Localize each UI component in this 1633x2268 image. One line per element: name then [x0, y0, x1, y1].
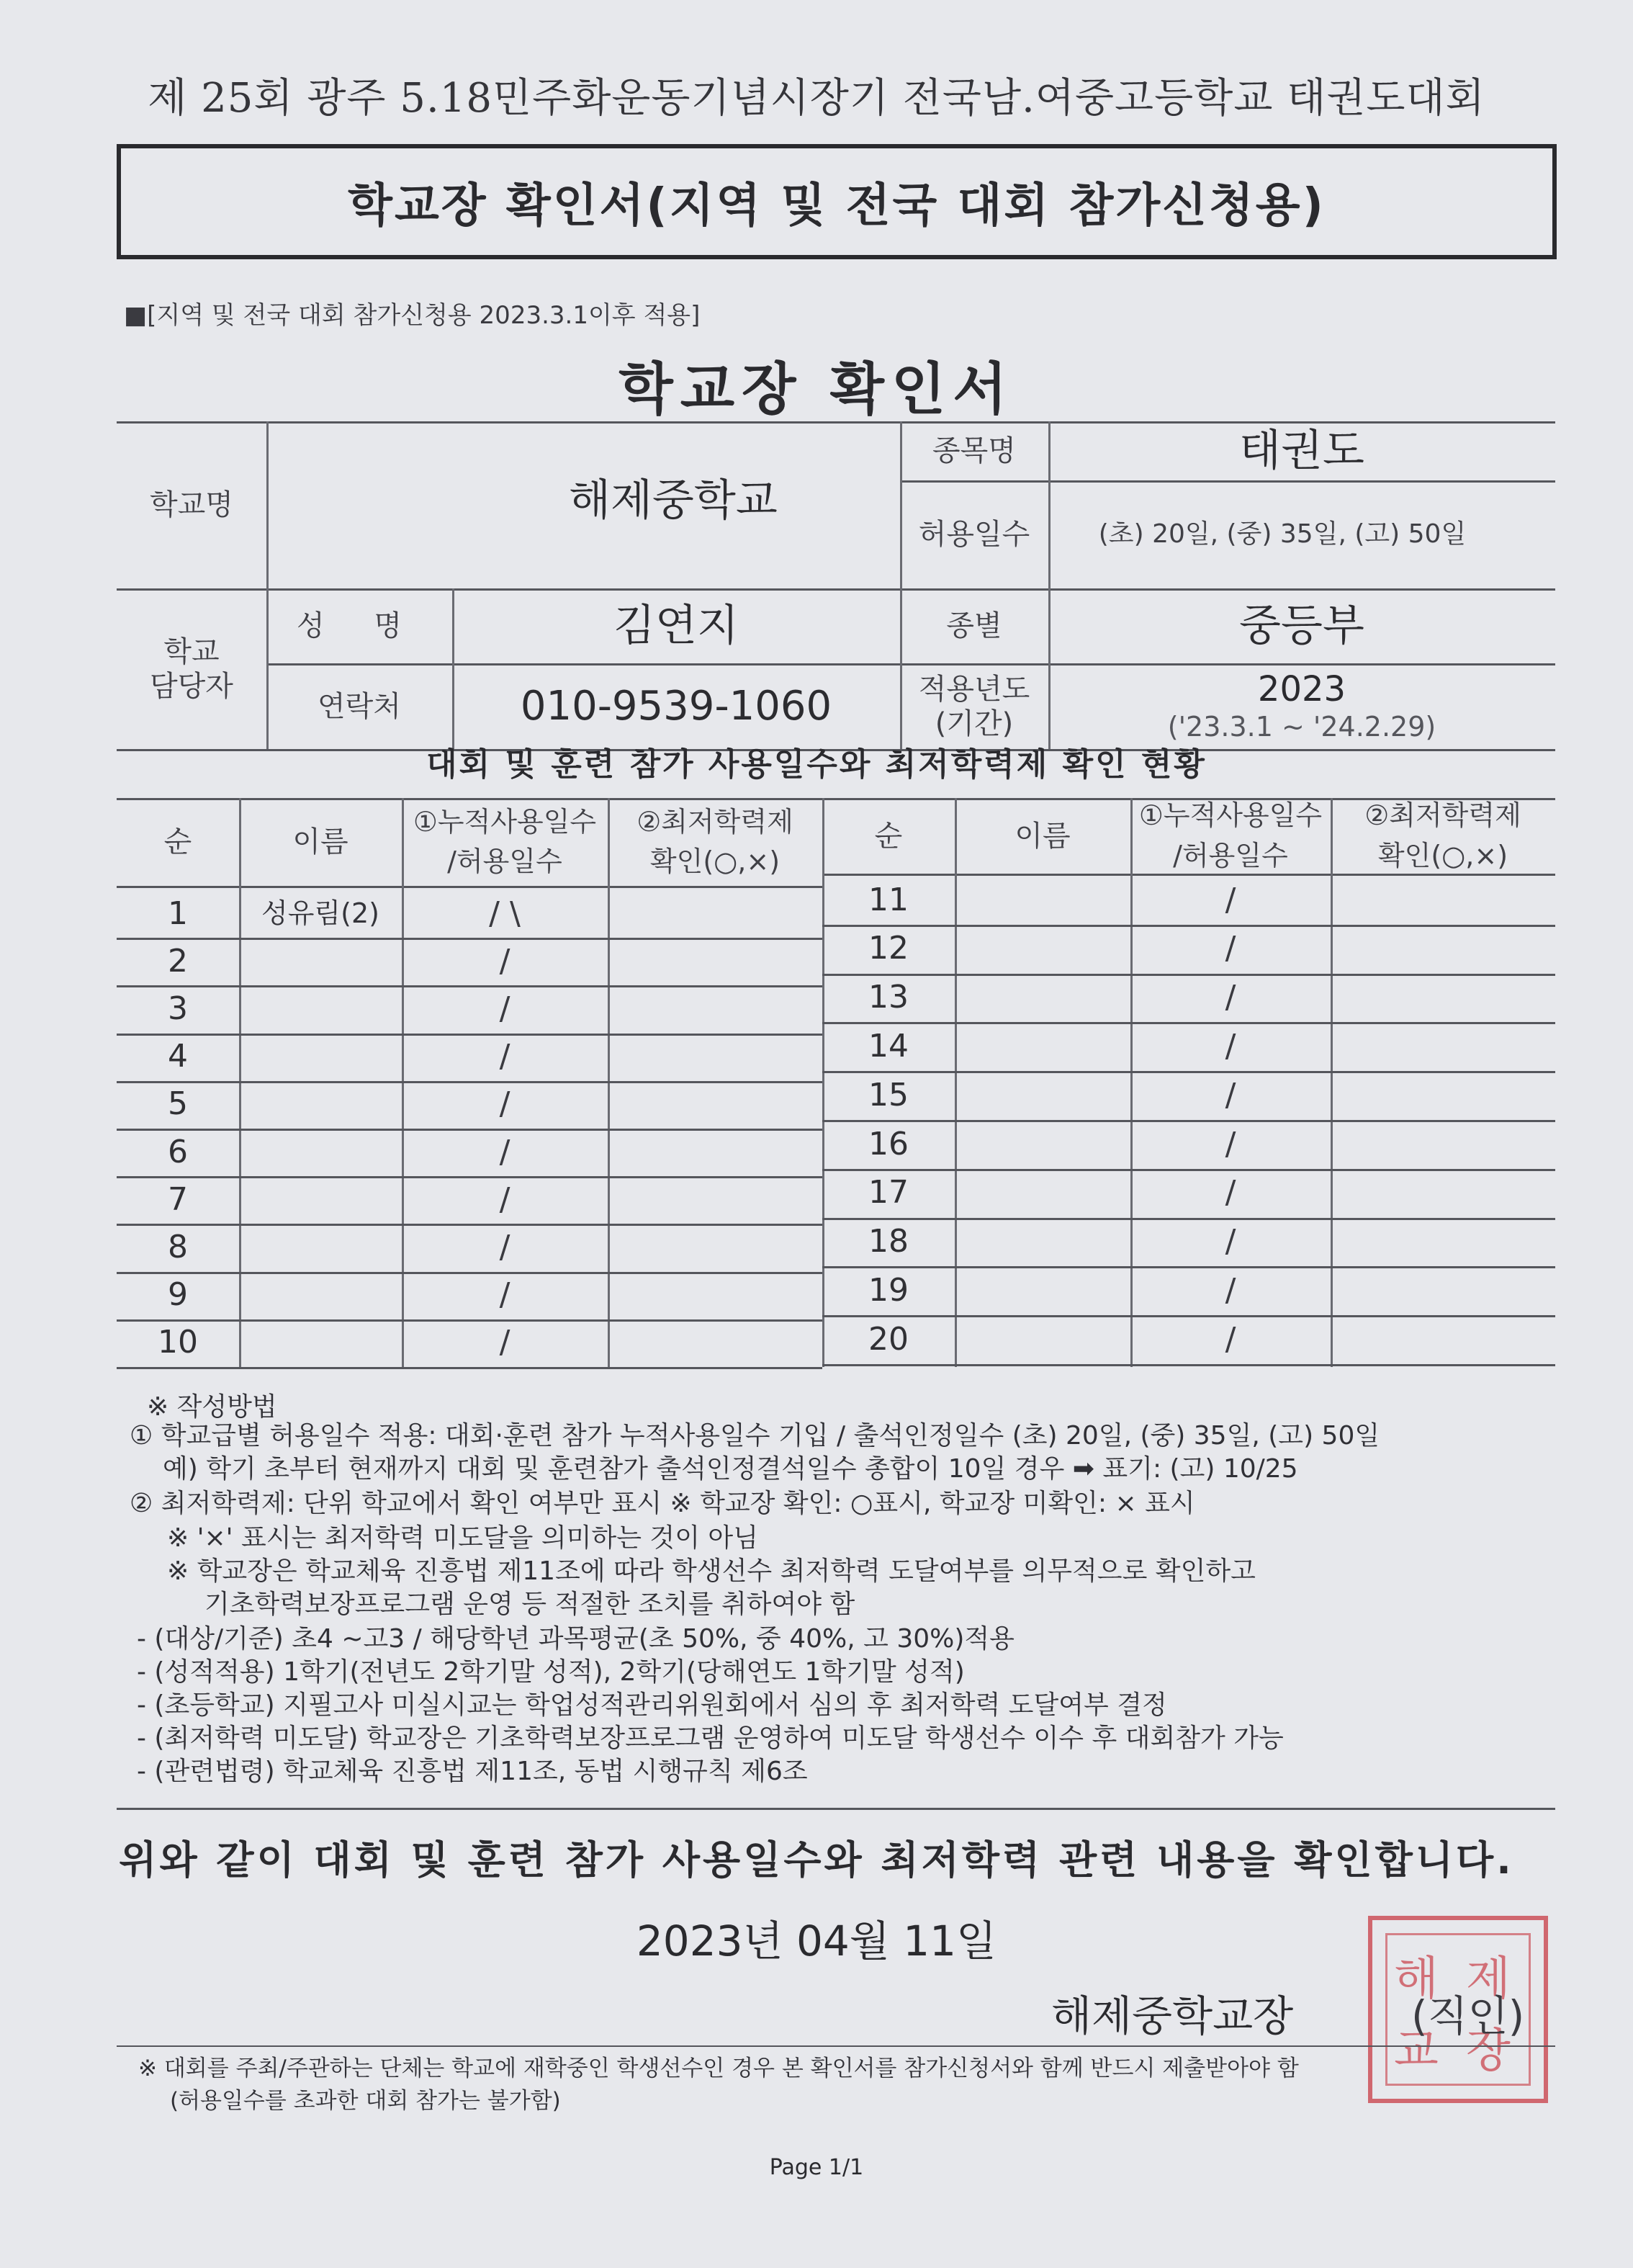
issue-date: 2023년 04월 11일	[636, 1917, 997, 1966]
academic-check-cell	[608, 1319, 822, 1367]
athlete-name	[955, 925, 1130, 974]
row-number: 15	[868, 1076, 909, 1113]
athlete-name	[955, 876, 1130, 925]
athlete-name: 성유림(2)	[261, 897, 379, 930]
athlete-name	[239, 1224, 402, 1271]
person-name-label: 성 명	[297, 609, 422, 642]
academic-check-cell	[608, 1272, 822, 1319]
contact-value: 010-9539-1060	[520, 682, 832, 730]
note-line: - (관련법령) 학교체육 진흥법 제11조, 동법 시행규칙 제6조	[137, 1757, 808, 1786]
allowed-days-value: (초) 20일, (중) 35일, (고) 50일	[1098, 519, 1467, 550]
row-number: 4	[168, 1038, 188, 1075]
days-used-cell: /	[499, 1133, 510, 1170]
row-number: 18	[868, 1223, 909, 1260]
days-used-cell: /	[499, 1229, 510, 1266]
academic-check-cell	[1331, 1120, 1555, 1169]
academic-check-cell	[608, 890, 822, 938]
athlete-name	[239, 1034, 402, 1081]
row-number: 3	[168, 990, 188, 1028]
note-line: - (성적적용) 1학기(전년도 2학기말 성적), 2학기(당해연도 1학기말 성적)	[137, 1657, 965, 1687]
info-table	[117, 421, 1555, 753]
row-number: 1	[168, 895, 188, 932]
academic-check-cell	[608, 1129, 822, 1176]
days-used-cell: /	[1225, 1320, 1236, 1358]
athlete-name	[239, 1176, 402, 1224]
row-number: 16	[868, 1125, 909, 1162]
note-line: ※ 학교장은 학교체육 진흥법 제11조에 따라 학생선수 최저학력 도달여부를 의무적으로 확인하고	[167, 1556, 1256, 1586]
athlete-name	[955, 1120, 1130, 1169]
col-name-header: 이름	[292, 825, 348, 859]
event-label: 종목명	[932, 434, 1016, 467]
academic-check-cell	[608, 985, 822, 1033]
days-used-cell: /	[499, 1038, 510, 1075]
days-used-cell: /	[499, 990, 510, 1028]
col-num-header: 순	[163, 825, 192, 859]
athlete-name	[955, 974, 1130, 1023]
academic-check-cell	[1331, 1218, 1555, 1267]
col-check-header-right: ②최저학력제 확인(○,×)	[1364, 799, 1521, 871]
row-number: 19	[868, 1271, 909, 1309]
method-notes	[130, 1386, 1570, 1811]
athlete-name	[955, 1266, 1130, 1315]
row-number: 7	[168, 1180, 188, 1218]
person-name-value: 김연지	[613, 601, 739, 651]
athlete-name	[239, 938, 402, 985]
note-line: ① 학교급별 허용일수 적용: 대회·훈련 참가 누적사용일수 기입 / 출석인정일수 (초) 20일, (중) 35일, (고) 50일	[130, 1421, 1380, 1451]
days-used-cell: /	[499, 1180, 510, 1218]
event-title: 제 25회 광주 5.18민주화운동기념시장기 전국남.여중고등학교 태권도대회	[148, 75, 1485, 122]
days-used-cell: /	[1225, 1125, 1236, 1162]
row-number: 12	[868, 930, 909, 967]
row-number: 8	[168, 1229, 188, 1266]
row-number: 17	[868, 1174, 909, 1211]
days-used-cell: /	[499, 1276, 510, 1314]
division-label: 종별	[946, 609, 1002, 642]
days-used-cell: /	[1225, 930, 1236, 967]
division-value: 중등부	[1239, 601, 1364, 651]
academic-check-cell	[1331, 876, 1555, 925]
year-cell	[1048, 663, 1555, 749]
event-value: 태권도	[1239, 426, 1364, 476]
days-used-cell: /	[1225, 979, 1236, 1016]
academic-check-cell	[1331, 1022, 1555, 1071]
page-number: Page 1/1	[769, 2155, 864, 2180]
note-line: 예) 학기 초부터 현재까지 대회 및 훈련참가 출석인정결석일수 총합이 10일 경우 ➡ 표기: (고) 10/25	[163, 1454, 1298, 1484]
footnote-line-1: ※ 대회를 주최/주관하는 단체는 학교에 재학중인 학생선수인 경우 본 확인서를 참가신청서와 함께 반드시 제출받아야 함	[138, 2056, 1299, 2081]
confirmation-statement: 위와 같이 대회 및 훈련 참가 사용일수와 최저학력 관련 내용을 확인합니다.	[119, 1837, 1514, 1883]
academic-check-cell	[1331, 1266, 1555, 1315]
row-number: 2	[168, 942, 188, 980]
academic-check-cell	[608, 1176, 822, 1224]
year-label: 적용년도 (기간)	[918, 672, 1030, 740]
athlete-name	[955, 1169, 1130, 1218]
days-used-cell: / \	[489, 895, 521, 932]
days-used-cell: /	[1225, 1076, 1236, 1113]
main-title: 학교장 확인서	[618, 357, 1015, 422]
row-number: 11	[868, 881, 909, 918]
col-check-header: ②최저학력제 확인(○,×)	[636, 805, 793, 877]
athlete-name	[955, 1315, 1130, 1364]
days-used-cell: /	[499, 1324, 510, 1361]
days-used-cell: /	[499, 942, 510, 980]
note-line: ※ '×' 표시는 최저학력 미도달을 의미하는 것이 아님	[167, 1523, 758, 1553]
academic-check-cell	[608, 1081, 822, 1129]
academic-check-cell	[1331, 925, 1555, 974]
footnote-line-2: (허용일수를 초과한 대회 참가는 불가함)	[170, 2087, 561, 2114]
athlete-name	[239, 985, 402, 1033]
col-name-header-right: 이름	[1015, 819, 1071, 853]
row-number: 5	[168, 1085, 188, 1123]
row-number: 13	[868, 979, 909, 1016]
applicability-note: ■[지역 및 전국 대회 참가신청용 2023.3.1이후 적용]	[124, 301, 701, 330]
contact-label: 연락처	[318, 689, 401, 723]
note-line: - (초등학교) 지필고사 미실시교는 학업성적관리위원회에서 심의 후 최저학력 도달여부 결정	[137, 1690, 1167, 1720]
row-number: 10	[158, 1324, 198, 1361]
days-used-cell: /	[1225, 881, 1236, 918]
official-seal: 해 제 교 장	[1368, 1916, 1548, 2103]
row-number: 6	[168, 1133, 188, 1170]
athlete-name	[955, 1071, 1130, 1120]
athlete-name	[955, 1022, 1130, 1071]
athlete-name	[239, 1319, 402, 1367]
days-used-cell: /	[1225, 1271, 1236, 1309]
academic-check-cell	[608, 938, 822, 985]
academic-check-cell	[1331, 1315, 1555, 1364]
note-line: ② 최저학력제: 단위 학교에서 확인 여부만 표시 ※ 학교장 확인: ○표시, 학교장 미확인: × 표시	[130, 1489, 1195, 1518]
days-used-cell: /	[1225, 1174, 1236, 1211]
col-num-header-right: 순	[874, 819, 903, 853]
academic-check-cell	[1331, 1169, 1555, 1218]
athlete-name	[239, 1129, 402, 1176]
days-used-cell: /	[1225, 1223, 1236, 1260]
academic-check-cell	[608, 1034, 822, 1081]
footnote	[138, 2053, 1299, 2117]
roster-right	[822, 798, 1555, 1367]
days-used-cell: /	[499, 1085, 510, 1123]
athlete-name	[955, 1218, 1130, 1267]
boxed-title: 학교장 확인서(지역 및 전국 대회 참가신청용)	[117, 144, 1557, 259]
note-line: 기초학력보장프로그램 운영 등 적절한 조치를 취하여야 함	[204, 1590, 855, 1619]
note-line: - (대상/기준) 초4 ~고3 / 해당학년 과목평균(초 50%, 중 40%, 고 30%)적용	[137, 1624, 1015, 1654]
row-number: 9	[168, 1276, 188, 1314]
row-number: 14	[868, 1027, 909, 1064]
note-line: ※ 작성방법	[147, 1392, 277, 1422]
manager-label: 학교 담당자	[150, 635, 233, 703]
school-name-value: 해제중학교	[569, 475, 778, 526]
days-used-cell: /	[1225, 1027, 1236, 1064]
col-days-header-right: ①누적사용일수 /허용일수	[1138, 799, 1323, 871]
academic-check-cell	[608, 1224, 822, 1271]
row-number: 20	[868, 1320, 909, 1358]
period-value: ('23.3.1 ~ '24.2.29)	[1167, 710, 1436, 743]
seal-label: (직인)	[1411, 1991, 1525, 2040]
academic-check-cell	[1331, 974, 1555, 1023]
school-name-label: 학교명	[150, 488, 233, 521]
athlete-name	[239, 1081, 402, 1129]
academic-check-cell	[1331, 1071, 1555, 1120]
principal-title: 해제중학교장	[1051, 1991, 1294, 2040]
roster-left	[117, 798, 822, 1367]
col-days-header: ①누적사용일수 /허용일수	[413, 805, 597, 877]
year-value: 2023	[1257, 668, 1346, 709]
section-title: 대회 및 훈련 참가 사용일수와 최저학력제 확인 현황	[426, 746, 1207, 783]
note-line: - (최저학력 미도달) 학교장은 기초학력보장프로그램 운영하여 미도달 학생선수 이수 후 대회참가 가능	[137, 1724, 1284, 1753]
athlete-name	[239, 1272, 402, 1319]
allowed-days-label: 허용일수	[918, 518, 1030, 551]
